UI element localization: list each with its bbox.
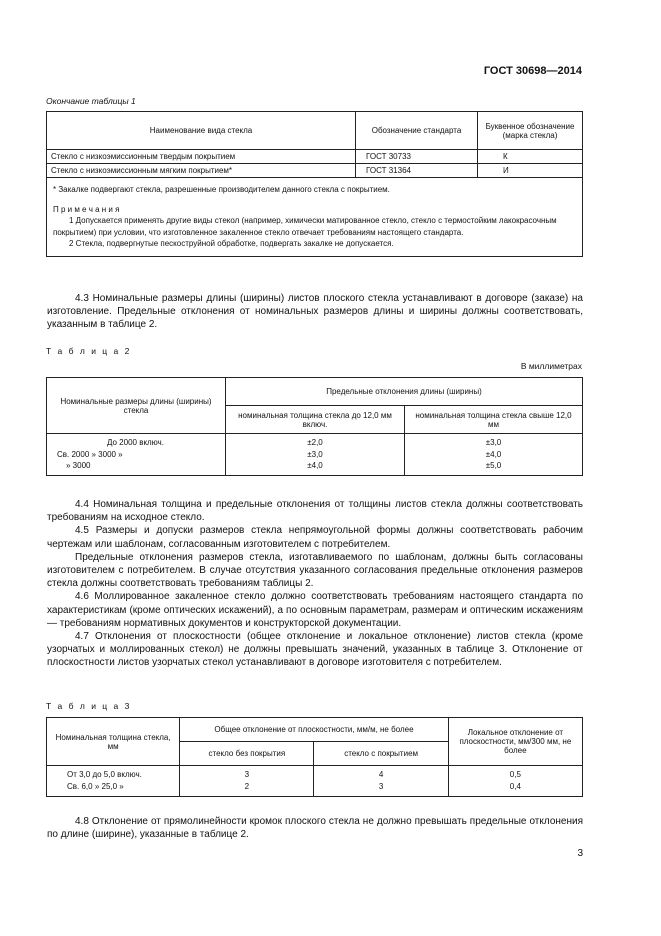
table1-cell: ГОСТ 30733	[356, 150, 478, 164]
notes-title: П р и м е ч а н и я	[53, 204, 120, 214]
table1-cell: К	[478, 150, 583, 164]
page-number: 3	[577, 848, 583, 859]
table-row	[47, 164, 583, 178]
list-item: 0,4	[509, 782, 521, 791]
paragraph-4-8	[47, 815, 583, 841]
list-item: ±2,0	[307, 438, 323, 447]
table2-sizes	[47, 434, 226, 476]
table-row	[47, 150, 583, 164]
paragraph-4-6: 4.6 Моллированное закаленное стекло должно соответствовать требованиям настоящего стандарта по характеристикам (кроме оптических искажений), а по основным параметрам, размерам и оптическим искажениям — требованиям нормативных документов и конструкторской документации.	[47, 591, 583, 629]
table1-cell: ГОСТ 31364	[356, 164, 478, 178]
table1-header-grade: Буквенное обозначение (марка стекла)	[478, 112, 583, 150]
table1-caption: Окончание таблицы 1	[46, 96, 136, 106]
table2-header-thin: номинальная толщина стекла до 12,0 мм включ.	[226, 406, 405, 434]
paragraph-templates: Предельные отклонения размеров стекла, изготавливаемого по шаблонам, должны быть согласованы изготовителем с потребителем. В случае отсутствия указанного согласования предельные отклонения размеров стекла должны соответствовать требованиям таблицы 2.	[47, 551, 583, 590]
body-paragraphs	[47, 498, 583, 670]
table1-notes	[47, 178, 583, 257]
table2-header-group: Предельные отклонения длины (ширины)	[226, 378, 583, 406]
table2-thick-values	[405, 434, 583, 476]
table2-header-size: Номинальные размеры длины (ширины) стекла	[47, 378, 226, 434]
table3-coated-values	[314, 766, 448, 797]
table2-units: В миллиметрах	[520, 361, 582, 371]
table2-caption: Т а б л и ц а 2	[46, 346, 132, 356]
table3-header-coated: стекло с покрытием	[314, 742, 448, 766]
list-item: 3	[378, 782, 384, 791]
list-item: От 3,0 до 5,0 включ.	[67, 770, 142, 779]
list-item: 4	[378, 770, 384, 779]
list-item: 2	[244, 782, 250, 791]
table3-uncoated-values	[180, 766, 314, 797]
table3-header-group: Общее отклонение от плоскостности, мм/м, не более	[180, 718, 449, 742]
paragraph-4-3	[47, 292, 583, 332]
list-item: ±4,0	[307, 461, 323, 470]
list-item: ±4,0	[485, 449, 502, 459]
note-2: 2 Стекла, подвергнутые пескоструйной обработке, подвергать закалке не допускается.	[69, 239, 394, 248]
paragraph-4-5: 4.5 Размеры и допуски размеров стекла непрямоугольной формы должны соответствовать рабочим чертежам или шаблонам, согласованным изготовителем с потребителем.	[47, 525, 583, 550]
paragraph-text: 4.8 Отклонение от прямолинейности кромок плоского стекла не должно превышать предельные отклонения по длине (ширине), указанные в таблице 2.	[47, 816, 583, 841]
table2	[46, 377, 583, 476]
table2-thin-values	[226, 434, 405, 476]
list-item: 0,5	[509, 770, 521, 779]
table1-cell: И	[478, 164, 583, 178]
table3-header-thickness: Номинальная толщина стекла, мм	[47, 718, 180, 766]
table1-cell: Стекло с низкоэмиссионным твердым покрытием	[47, 150, 356, 164]
table1	[46, 111, 583, 257]
table3-thickness-values	[47, 766, 180, 797]
list-item: ±3,0	[307, 449, 323, 459]
table1-header-name: Наименование вида стекла	[47, 112, 356, 150]
table3	[46, 717, 583, 797]
paragraph-text: 4.3 Номинальные размеры длины (ширины) листов плоского стекла устанавливают в договоре (заказе) на изготовление. Предельные отклонения от номинальных размеров длины и ширины должны соответствовать, указанным в таблице 2.	[47, 293, 583, 331]
list-item: » 3000	[66, 461, 91, 470]
paragraph-4-4: 4.4 Номинальная толщина и предельные отклонения от толщины листов стекла должны соответствовать требованиям на исходное стекло.	[47, 499, 583, 524]
list-item: Св. 2000 » 3000 »	[57, 449, 123, 459]
table3-header-uncoated: стекло без покрытия	[180, 742, 314, 766]
table1-cell: Стекло с низкоэмиссионным мягким покрытием*	[47, 164, 356, 178]
list-item: 3	[244, 770, 250, 779]
list-item: ±3,0	[485, 438, 502, 447]
paragraph-4-7: 4.7 Отклонения от плоскостности (общее отклонение и локальное отклонение) листов стекла (кроме узорчатых и моллированных стекол) не должны превышать значений, указанных в таблице 3. Отклонение от плоскостности листов узорчатых стекол устанавливают в договоре изготовителя с потребителем.	[47, 631, 583, 669]
document-code: ГОСТ 30698—2014	[483, 65, 582, 77]
table1-header-standard: Обозначение стандарта	[356, 112, 478, 150]
note-1: 1 Допускается применять другие виды стекол (например, химически матированное стекло, стекло с термостойким лакокрасочным покрытием) при условии, что изготовленное закаленное стекло отвечает требованиям настоящего стандарта.	[53, 216, 557, 237]
table3-caption: Т а б л и ц а 3	[46, 701, 132, 711]
table2-header-thick: номинальная толщина стекла свыше 12,0 мм	[405, 406, 583, 434]
table1-footnote: * Закалке подвергают стекла, разрешенные производителем данного стекла с покрытием.	[53, 185, 390, 194]
table3-header-local: Локальное отклонение от плоскостности, мм/300 мм, не более	[448, 718, 582, 766]
list-item: До 2000 включ.	[107, 438, 164, 447]
table3-local-values	[448, 766, 582, 797]
list-item: Св. 6,0 » 25,0 »	[67, 782, 124, 791]
list-item: ±5,0	[485, 461, 502, 470]
